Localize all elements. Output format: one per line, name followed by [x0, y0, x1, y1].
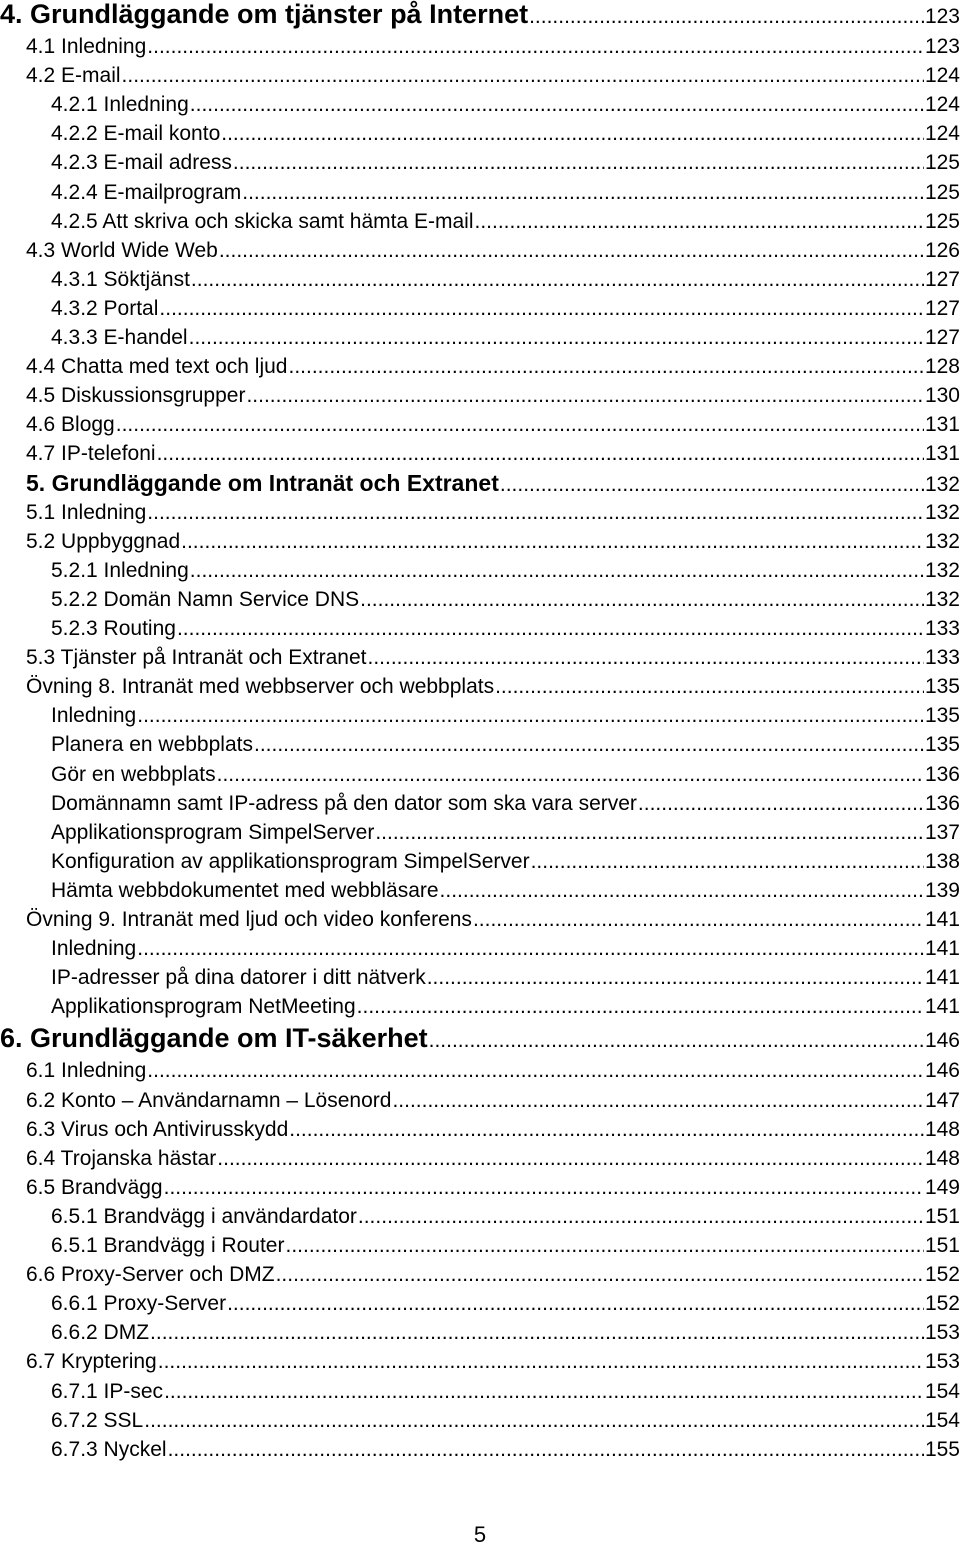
toc-entry-page: 132	[924, 500, 960, 524]
toc-dot-leader	[144, 1406, 924, 1435]
toc-entry[interactable]	[0, 1231, 960, 1260]
toc-entry[interactable]	[0, 963, 960, 992]
toc-entry-page: 151	[924, 1234, 960, 1257]
toc-entry-title: 4.2.1 Inledning	[51, 93, 189, 117]
toc-entry[interactable]	[0, 1056, 960, 1085]
toc-entry-page: 124	[924, 122, 960, 146]
toc-entry-title: 4.3.2 Portal	[51, 296, 159, 320]
toc-entry-page: 137	[924, 820, 960, 844]
toc-entry[interactable]	[0, 1260, 960, 1289]
toc-entry[interactable]	[0, 410, 960, 439]
toc-entry-title: Övning 9. Intranät med ljud och video konferens	[26, 908, 472, 931]
toc-entry-page: 127	[924, 296, 960, 320]
toc-entry-page: 125	[924, 209, 960, 233]
toc-dot-leader	[242, 178, 924, 207]
toc-entry-title: 6.5 Brandvägg	[26, 1175, 163, 1199]
toc-entry[interactable]	[0, 381, 960, 410]
toc-entry-title: 4.6 Blogg	[26, 413, 115, 437]
toc-entry-title: 6.7.3 Nyckel	[51, 1437, 167, 1461]
toc-entry-page: 124	[924, 64, 960, 88]
toc-dot-leader	[122, 61, 924, 90]
toc-dot-leader	[392, 1086, 924, 1115]
toc-entry-title: 6.6.2 DMZ	[51, 1321, 150, 1345]
toc-entry-page: 141	[924, 908, 960, 931]
toc-entry-page: 125	[924, 180, 960, 204]
toc-entry-page: 154	[924, 1408, 960, 1432]
toc-dot-leader	[150, 1318, 924, 1347]
toc-dot-leader	[219, 236, 924, 265]
toc-entry-title: Applikationsprogram NetMeeting	[51, 995, 356, 1019]
toc-entry[interactable]	[0, 1173, 960, 1202]
toc-entry-page: 127	[924, 267, 960, 291]
toc-entry-page: 146	[924, 1059, 960, 1083]
toc-entry-page: 130	[924, 384, 960, 408]
toc-entry-title: Applikationsprogram SimpelServer	[51, 820, 375, 844]
toc-dot-leader	[164, 1377, 924, 1406]
toc-entry-title: 6.5.1 Brandvägg i användardator	[51, 1204, 357, 1228]
toc-entry[interactable]	[0, 178, 960, 207]
toc-entry[interactable]	[0, 32, 960, 61]
toc-entry-page: 152	[924, 1263, 960, 1287]
toc-entry[interactable]	[0, 119, 960, 148]
toc-entry-page: 153	[924, 1321, 960, 1345]
toc-entry-title: 5.2 Uppbyggnad	[26, 529, 181, 553]
toc-entry[interactable]	[0, 439, 960, 468]
toc-entry[interactable]	[0, 207, 960, 236]
toc-entry-page: 154	[924, 1379, 960, 1403]
toc-entry-page: 131	[924, 442, 960, 466]
toc-dot-leader	[116, 410, 924, 439]
toc-entry-page: 141	[924, 995, 960, 1019]
toc-entry[interactable]	[0, 236, 960, 265]
toc-entry-title: Hämta webbdokumentet med webbläsare	[51, 878, 439, 902]
toc-entry-page: 125	[924, 151, 960, 175]
toc-dot-leader	[285, 1231, 923, 1260]
toc-dot-leader	[246, 381, 924, 410]
toc-entry-title: 5.3 Tjänster på Intranät och Extranet	[26, 646, 367, 670]
toc-entry-title: 5.2.2 Domän Namn Service DNS	[51, 587, 360, 611]
toc-entry-title: 4.7 IP-telefoni	[26, 442, 156, 466]
toc-entry-page: 147	[924, 1088, 960, 1112]
toc-dot-leader	[367, 643, 923, 672]
toc-entry[interactable]	[0, 672, 960, 701]
toc-entry[interactable]	[0, 1435, 960, 1464]
toc-entry-page: 132	[924, 472, 960, 496]
toc-entry-page: 149	[924, 1175, 960, 1199]
toc-dot-leader	[440, 876, 924, 905]
toc-dot-leader	[158, 1347, 924, 1376]
toc-entry-page: 132	[924, 587, 960, 611]
toc-dot-leader	[375, 818, 924, 847]
toc-dot-leader	[638, 789, 924, 818]
toc-entry[interactable]	[0, 1202, 960, 1231]
toc-dot-leader	[190, 556, 924, 585]
toc-entry[interactable]	[0, 992, 960, 1021]
toc-entry-page: 155	[924, 1437, 960, 1461]
toc-dot-leader	[221, 119, 924, 148]
toc-dot-leader	[474, 207, 923, 236]
toc-entry-title: 4.3.1 Söktjänst	[51, 267, 190, 291]
toc-entry[interactable]	[0, 556, 960, 585]
toc-entry[interactable]	[0, 498, 960, 527]
toc-entry[interactable]	[0, 469, 960, 498]
toc-entry[interactable]	[0, 90, 960, 119]
toc-entry-page: 152	[924, 1292, 960, 1316]
page-number: 5	[473, 1522, 487, 1547]
toc-entry-page: 135	[924, 733, 960, 757]
toc-dot-leader	[289, 1115, 924, 1144]
toc-entry[interactable]	[0, 789, 960, 818]
toc-entry-page: 148	[924, 1146, 960, 1170]
toc-entry[interactable]	[0, 818, 960, 847]
toc-dot-leader	[227, 1289, 924, 1318]
toc-entry-title: 6. Grundläggande om IT-säkerhet	[0, 1023, 428, 1054]
toc-dot-leader	[147, 1056, 924, 1085]
toc-entry-page: 138	[924, 849, 960, 873]
toc-entry-title: 5.2.3 Routing	[51, 617, 176, 640]
toc-entry-page: 131	[924, 413, 960, 437]
toc-entry-page: 124	[924, 93, 960, 117]
toc-entry[interactable]	[0, 148, 960, 177]
toc-entry-title: Inledning	[51, 937, 137, 961]
toc-entry[interactable]	[0, 1347, 960, 1376]
toc-entry[interactable]	[0, 294, 960, 323]
toc-entry-page: 141	[924, 937, 960, 961]
toc-dot-leader	[276, 1260, 924, 1289]
toc-dot-leader	[181, 527, 924, 556]
toc-entry-title: 6.6 Proxy-Server och DMZ	[26, 1263, 275, 1287]
toc-entry[interactable]	[0, 1086, 960, 1115]
toc-dot-leader	[191, 265, 924, 294]
toc-entry-title: 4.2.2 E-mail konto	[51, 122, 221, 146]
toc-entry-page: 133	[924, 617, 960, 640]
toc-dot-leader	[233, 148, 924, 177]
toc-entry-title: 5.1 Inledning	[26, 500, 147, 524]
toc-entry-title: 4.3.3 E-handel	[51, 326, 188, 349]
toc-entry[interactable]	[0, 0, 960, 29]
toc-entry-page: 126	[924, 238, 960, 262]
toc-entry-title: 6.3 Virus och Antivirusskydd	[26, 1117, 289, 1141]
toc-dot-leader	[147, 32, 924, 61]
toc-entry-page: 136	[924, 762, 960, 786]
toc-entry-page: 127	[924, 326, 960, 349]
toc-dot-leader	[147, 498, 924, 527]
toc-entry[interactable]	[0, 934, 960, 963]
toc-entry-page: 123	[924, 5, 960, 28]
toc-entry[interactable]	[0, 905, 960, 934]
toc-entry[interactable]	[0, 760, 960, 789]
toc-entry[interactable]	[0, 876, 960, 905]
toc-dot-leader	[358, 1202, 924, 1231]
toc-dot-leader	[429, 1026, 924, 1055]
toc-entry[interactable]	[0, 614, 960, 643]
toc-entry-page: 128	[924, 355, 960, 379]
toc-entry[interactable]	[0, 1144, 960, 1173]
toc-entry[interactable]	[0, 1377, 960, 1406]
toc-dot-leader	[168, 1435, 924, 1464]
toc-dot-leader	[177, 614, 924, 643]
toc-entry-title: 5. Grundläggande om Intranät och Extranet	[26, 469, 499, 496]
toc-entry-title: 6.2 Konto – Användarnamn – Lösenord	[26, 1088, 392, 1112]
toc-dot-leader	[529, 2, 924, 31]
toc-dot-leader	[159, 294, 924, 323]
toc-entry-title: Domännamn samt IP-adress på den dator som ska vara server	[51, 791, 637, 815]
toc-dot-leader	[137, 934, 924, 963]
toc-dot-leader	[164, 1173, 924, 1202]
toc-entry-title: 4.2 E-mail	[26, 64, 121, 88]
toc-dot-leader	[254, 730, 924, 759]
toc-entry-title: 4.2.3 E-mail adress	[51, 151, 232, 175]
toc-entry-title: Konfiguration av applikationsprogram SimpelServer	[51, 849, 530, 873]
toc-entry[interactable]	[0, 847, 960, 876]
toc-entry-title: 6.1 Inledning	[26, 1059, 147, 1083]
toc-entry[interactable]	[0, 1406, 960, 1435]
toc-entry-title: Planera en webbplats	[51, 733, 253, 757]
toc-entry-title: 6.6.1 Proxy-Server	[51, 1292, 227, 1316]
toc-entry-page: 141	[924, 966, 960, 990]
toc-entry[interactable]	[0, 1318, 960, 1347]
toc-dot-leader	[473, 905, 924, 934]
toc-entry-page: 132	[924, 558, 960, 582]
toc-entry[interactable]	[0, 1115, 960, 1144]
toc-entry-page: 136	[924, 791, 960, 815]
toc-entry-title: 4.1 Inledning	[26, 35, 147, 58]
toc-dot-leader	[157, 439, 924, 468]
toc-entry-page: 139	[924, 878, 960, 902]
toc-entry-page: 148	[924, 1117, 960, 1141]
toc-dot-leader	[217, 760, 924, 789]
toc-dot-leader	[217, 1144, 924, 1173]
toc-entry[interactable]	[0, 1289, 960, 1318]
toc-entry[interactable]	[0, 61, 960, 90]
toc-entry-page: 133	[924, 646, 960, 670]
toc-entry[interactable]	[0, 730, 960, 759]
toc-entry-title: 6.4 Trojanska hästar	[26, 1146, 217, 1170]
toc-entry-title: IP-adresser på dina datorer i ditt nätverk	[51, 966, 426, 990]
toc-dot-leader	[137, 701, 924, 730]
toc-entry-title: 6.7.1 IP-sec	[51, 1379, 164, 1403]
toc-entry[interactable]	[0, 701, 960, 730]
toc-dot-leader	[495, 672, 924, 701]
toc-dot-leader	[190, 90, 924, 119]
toc-entry-title: 4.5 Diskussionsgrupper	[26, 384, 246, 408]
toc-entry-title: 5.2.1 Inledning	[51, 558, 189, 582]
toc-entry[interactable]	[0, 643, 960, 672]
toc-dot-leader	[531, 847, 924, 876]
toc-entry-title: 4.2.4 E-mailprogram	[51, 180, 242, 204]
toc-entry-title: 6.7.2 SSL	[51, 1408, 144, 1432]
toc-entry[interactable]	[0, 585, 960, 614]
toc-entry-title: Övning 8. Intranät med webbserver och webbplats	[26, 675, 495, 699]
toc-entry[interactable]	[0, 323, 960, 352]
toc-entry[interactable]	[0, 352, 960, 381]
toc-dot-leader	[357, 992, 924, 1021]
toc-entry-page: 123	[924, 35, 960, 58]
toc-entry-title: 4.2.5 Att skriva och skicka samt hämta E-mail	[51, 209, 474, 233]
toc-entry[interactable]	[0, 265, 960, 294]
toc-dot-leader	[189, 323, 924, 352]
toc-dot-leader	[427, 963, 924, 992]
toc-entry-page: 135	[924, 675, 960, 699]
toc-entry-page: 146	[924, 1029, 960, 1053]
toc-entry-page: 151	[924, 1204, 960, 1228]
toc-entry-page: 132	[924, 529, 960, 553]
toc-dot-leader	[289, 352, 924, 381]
toc-entry-page: 135	[924, 704, 960, 728]
toc-dot-leader	[500, 470, 924, 499]
toc-entry-page: 153	[924, 1350, 960, 1374]
toc-entry-title: 4. Grundläggande om tjänster på Internet	[0, 0, 529, 29]
toc-entry-title: Gör en webbplats	[51, 762, 216, 786]
toc-entry-title: 6.5.1 Brandvägg i Router	[51, 1234, 285, 1257]
toc-dot-leader	[360, 585, 924, 614]
toc-entry-title: Inledning	[51, 704, 137, 728]
toc-entry-title: 4.3 World Wide Web	[26, 238, 218, 262]
toc-entry-title: 6.7 Kryptering	[26, 1350, 157, 1374]
toc-entry-title: 4.4 Chatta med text och ljud	[26, 355, 288, 379]
toc-entry[interactable]	[0, 527, 960, 556]
toc-entry[interactable]	[0, 1024, 960, 1053]
